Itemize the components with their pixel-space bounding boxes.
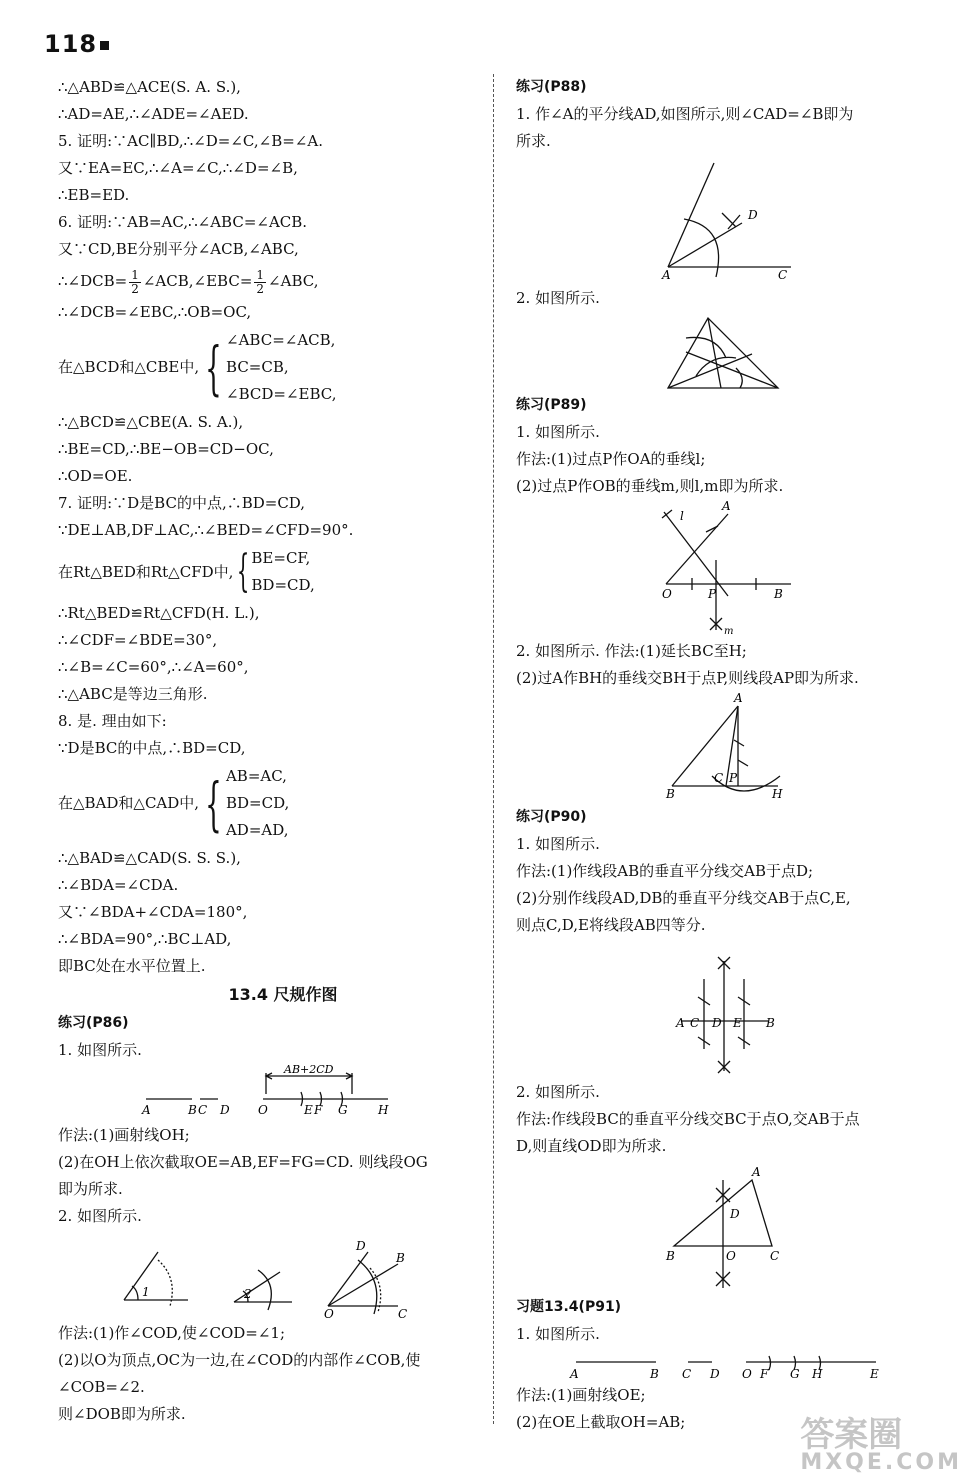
- text-line: D,则直线OD即为所求.: [516, 1137, 667, 1155]
- svg-text:C: C: [714, 771, 724, 785]
- text-line: ∴∠DCB=∠EBC,∴OB=OC,: [58, 303, 252, 321]
- exercise-heading: 练习(P89): [516, 397, 587, 413]
- section-heading: 13.4 尺规作图: [228, 985, 338, 1004]
- text-line: 2. 如图所示.: [58, 1207, 142, 1225]
- svg-text:B: B: [396, 1251, 405, 1265]
- svg-text:A: A: [752, 1165, 761, 1179]
- text-line: 作法:作线段BC的垂直平分线交BC于点O,交AB于点: [516, 1110, 860, 1128]
- text-line: 5. 证明:∵AC∥BD,∴∠D=∠C,∠B=∠A.: [58, 132, 323, 150]
- svg-text:C: C: [778, 268, 788, 282]
- text-line: ∴△BCD≌△CBE(A. S. A.),: [58, 413, 244, 431]
- svg-text:P: P: [708, 587, 717, 601]
- equation-system: 在△BAD和△CAD中, { AB=AC, BD=CD, AD=AD,: [58, 767, 290, 839]
- exercise-heading: 练习(P90): [516, 809, 587, 825]
- fraction: $\frac{1}{2}$: [256, 267, 265, 296]
- text-line: 作法:(1)作线段AB的垂直平分线交AB于点D;: [516, 862, 814, 880]
- text-line: 2. 如图所示.: [516, 289, 600, 307]
- svg-text:F: F: [760, 1367, 769, 1381]
- svg-text:D: D: [356, 1239, 366, 1253]
- text-line: 1. 如图所示.: [58, 1041, 142, 1059]
- svg-text:O: O: [258, 1103, 268, 1117]
- svg-text:1: 1: [142, 1285, 150, 1299]
- column-divider: [493, 74, 494, 1424]
- text-line: ∴△ABC是等边三角形.: [58, 685, 208, 703]
- text-line: ∴△BAD≌△CAD(S. S. S.),: [58, 849, 241, 867]
- svg-text:A: A: [722, 500, 731, 513]
- text-line: 1. 如图所示.: [516, 1325, 600, 1343]
- watermark-logo: 答案圈 MXQE.COM: [800, 1415, 962, 1475]
- text-line: (2)以O为顶点,OC为一边,在∠COD的内部作∠COB,使: [58, 1351, 421, 1369]
- text-line: 又∵∠BDA+∠CDA=180°,: [58, 903, 248, 921]
- svg-text:2: 2: [244, 1287, 252, 1301]
- text-line: ∴OD=OE.: [58, 467, 133, 485]
- text-line: ∴△ABD≌△ACE(S. A. S.),: [58, 78, 241, 96]
- svg-text:D: D: [748, 208, 758, 222]
- page-number: 118: [44, 30, 109, 58]
- text-line: 作法:(1)过点P作OA的垂线l;: [516, 450, 706, 468]
- equation-system: 在△BCD和△CBE中, { ∠ABC=∠ACB, BC=CB, ∠BCD=∠EBC,: [58, 331, 337, 403]
- svg-text:A: A: [734, 692, 743, 705]
- text-line: ∴BE=CD,∴BE−OB=CD−OC,: [58, 440, 274, 458]
- svg-text:C: C: [398, 1307, 408, 1320]
- text-line: 6. 证明:∵AB=AC,∴∠ABC=∠ACB.: [58, 213, 308, 231]
- text-line: (2)在OH上依次截取OE=AB,EF=FG=CD. 则线段OG: [58, 1153, 428, 1171]
- svg-text:C: C: [682, 1367, 692, 1381]
- svg-text:D: D: [712, 1016, 722, 1030]
- svg-text:F: F: [314, 1103, 323, 1117]
- figure-perpendicular-bisector: [516, 1160, 941, 1294]
- svg-text:C: C: [690, 1016, 700, 1030]
- svg-text:E: E: [733, 1016, 742, 1030]
- svg-text:C: C: [770, 1249, 780, 1263]
- svg-text:H: H: [378, 1103, 389, 1117]
- left-column: [58, 74, 478, 1428]
- exercise-heading: 练习(P88): [516, 79, 587, 95]
- figure-segments: [58, 1064, 478, 1122]
- svg-text:G: G: [338, 1103, 348, 1117]
- svg-text:O: O: [726, 1249, 736, 1263]
- svg-text:O: O: [324, 1307, 334, 1320]
- svg-text:A: A: [570, 1367, 579, 1381]
- figure-triangle-bisectors: [516, 312, 941, 392]
- text-line: ∴∠BDA=90°,∴BC⊥AD,: [58, 930, 232, 948]
- svg-text:B: B: [666, 787, 675, 801]
- svg-text:O: O: [662, 587, 672, 601]
- svg-text:l: l: [680, 509, 684, 523]
- text-line: 则点C,D,E将线段AB四等分.: [516, 916, 706, 934]
- svg-text:B: B: [666, 1249, 675, 1263]
- text-line: ∴∠CDF=∠BDE=30°,: [58, 631, 218, 649]
- fraction-line: ∴∠DCB= $\frac{1}{2}$ ∠ACB,∠EBC= $\frac{1}{2}$ ∠ABC,: [58, 267, 319, 296]
- text-line: 1. 作∠A的平分线AD,如图所示,则∠CAD=∠B即为: [516, 105, 854, 123]
- figure-triangle-altitude: [516, 692, 941, 804]
- text-line: 8. 是. 理由如下:: [58, 712, 167, 730]
- text-line: 作法:(1)作∠COD,使∠COD=∠1;: [58, 1324, 286, 1342]
- svg-text:H: H: [772, 787, 783, 801]
- svg-text:m: m: [724, 626, 734, 637]
- svg-text:E: E: [870, 1367, 879, 1381]
- svg-text:AB+2CD: AB+2CD: [284, 1064, 334, 1076]
- text-line: 2. 如图所示.: [516, 1083, 600, 1101]
- svg-text:B: B: [774, 587, 783, 601]
- svg-text:C: C: [198, 1103, 208, 1117]
- svg-text:A: A: [142, 1103, 151, 1117]
- svg-text:A: A: [676, 1016, 685, 1030]
- text-line: ∠COB=∠2.: [58, 1378, 145, 1396]
- svg-text:B: B: [766, 1016, 775, 1030]
- exercise-heading: 练习(P86): [58, 1015, 129, 1031]
- svg-text:D: D: [220, 1103, 230, 1117]
- text-line: (2)分别作线段AD,DB的垂直平分线交AB于点C,E,: [516, 889, 851, 907]
- text-line: 作法:(1)画射线OH;: [58, 1126, 190, 1144]
- svg-text:E: E: [304, 1103, 313, 1117]
- svg-text:G: G: [790, 1367, 800, 1381]
- text-line: 7. 证明:∵D是BC的中点,∴BD=CD,: [58, 494, 306, 512]
- text-line: 1. 如图所示.: [516, 835, 600, 853]
- text-line: ∵D是BC的中点,∴BD=CD,: [58, 739, 246, 757]
- text-line: 则∠DOB即为所求.: [58, 1405, 186, 1423]
- svg-text:B: B: [650, 1367, 659, 1381]
- text-line: 作法:(1)画射线OE;: [516, 1386, 646, 1404]
- right-column: [516, 74, 941, 1436]
- exercise-heading: 习题13.4(P91): [516, 1299, 622, 1315]
- text-line: (2)在OE上截取OH=AB;: [516, 1413, 686, 1431]
- text-line: ∴AD=AE,∴∠ADE=∠AED.: [58, 105, 249, 123]
- svg-text:P: P: [729, 771, 738, 785]
- svg-text:H: H: [812, 1367, 823, 1381]
- text-line: (2)过A作BH的垂线交BH于点P,则线段AP即为所求.: [516, 669, 859, 687]
- text-line: ∴EB=ED.: [58, 186, 130, 204]
- text-line: 又∵EA=EC,∴∠A=∠C,∴∠D=∠B,: [58, 159, 298, 177]
- text-line: 即为所求.: [58, 1180, 123, 1198]
- figure-segments-91: [516, 1348, 941, 1382]
- fraction: $\frac{1}{2}$: [131, 267, 139, 296]
- text-line: 即BC处在水平位置上.: [58, 957, 206, 975]
- svg-text:D: D: [730, 1207, 740, 1221]
- text-line: 所求.: [516, 132, 551, 150]
- text-line: 又∵CD,BE分别平分∠ACB,∠ABC,: [58, 240, 299, 258]
- svg-text:D: D: [710, 1367, 720, 1381]
- svg-text:B: B: [188, 1103, 197, 1117]
- equation-system: 在Rt△BED和Rt△CFD中, { BE=CF, BD=CD,: [58, 546, 315, 597]
- figure-angle-bisector: [516, 155, 941, 285]
- text-line: 1. 如图所示.: [516, 423, 600, 441]
- figure-angles: [58, 1230, 478, 1320]
- svg-text:A: A: [662, 268, 671, 282]
- svg-text:O: O: [742, 1367, 752, 1381]
- text-line: 2. 如图所示. 作法:(1)延长BC至H;: [516, 642, 747, 660]
- text-line: ∴Rt△BED≌Rt△CFD(H. L.),: [58, 604, 260, 622]
- text-line: ∵DE⊥AB,DF⊥AC,∴∠BED=∠CFD=90°.: [58, 521, 354, 539]
- text-line: ∴∠BDA=∠CDA.: [58, 876, 179, 894]
- text-line: (2)过点P作OB的垂线m,则l,m即为所求.: [516, 477, 784, 495]
- figure-perpendiculars: [516, 500, 941, 638]
- text-line: ∴∠B=∠C=60°,∴∠A=60°,: [58, 658, 249, 676]
- figure-four-equal-parts: [516, 939, 941, 1079]
